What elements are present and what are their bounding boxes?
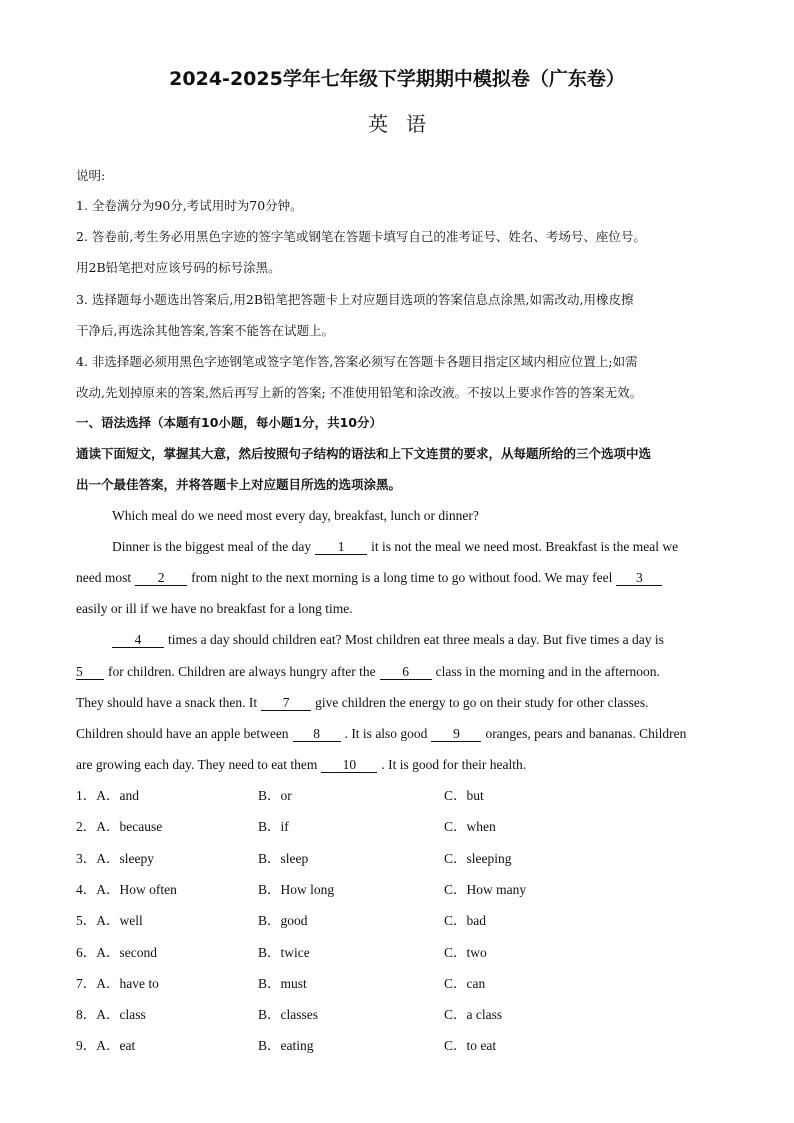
question-4-option-b: B．How long	[258, 881, 335, 897]
question-number: 6．	[76, 944, 97, 960]
subject-heading: 英语	[368, 112, 444, 136]
page-title: 2024-2025学年七年级下学期期中模拟卷（广东卷）	[169, 68, 625, 90]
blank-6: 6	[380, 665, 432, 680]
passage-line-3: need most 2 from night to the next morning is a long time to go without food. We may feel 3	[76, 570, 666, 586]
question-number: 1．	[76, 788, 97, 803]
question-6-option-b: B．twice	[258, 944, 310, 960]
passage-line-8: Children should have an apple between 8 . It is also good 9 oranges, pears and bananas. Children	[76, 726, 687, 741]
question-1-option-b: B．or	[258, 788, 292, 803]
option-a-text: A．eat	[96, 1038, 136, 1054]
question-number: 2．	[76, 819, 97, 835]
option-a-text: A．sleepy	[96, 850, 154, 866]
option-a-text: A．because	[96, 819, 163, 835]
question-5-option-c: C．bad	[444, 913, 486, 929]
option-a-text: A．well	[96, 913, 143, 929]
question-2-option-c: C．when	[444, 819, 496, 835]
blank-8: 8	[293, 727, 341, 742]
question-1-option-a	[76, 788, 139, 804]
question-5-option-b: B．good	[258, 913, 308, 929]
blank-9: 9	[431, 727, 481, 742]
option-a-text: A．second	[96, 944, 157, 960]
passage-line-2: Dinner is the biggest meal of the day 1 it is not the meal we need most. Breakfast is the meal we	[112, 539, 679, 554]
question-number: 7．	[76, 975, 97, 991]
option-a-text: A．have to	[96, 975, 159, 991]
question-7-option-b: B．must	[258, 975, 307, 991]
question-6-option-c: C．two	[444, 944, 487, 960]
question-4-option-c: C．How many	[444, 881, 527, 897]
option-a-text: A．How often	[96, 881, 177, 897]
section-heading: 一、语法选择（本题有10小题，每小题1分，共10分）	[76, 415, 382, 430]
blank-4: 4	[112, 633, 164, 648]
passage-line-7: They should have a snack then. It 7 give children the energy to go on their study for other classes.	[76, 695, 649, 710]
section-instruction-2: 出一个最佳答案，并将答题卡上对应题目所选的选项涂黑。	[76, 477, 402, 492]
note-1: 1. 全卷满分为90分,考试用时为70分钟。	[76, 198, 303, 213]
question-9-option-a	[76, 1038, 135, 1054]
notes-heading: 说明:	[76, 168, 106, 183]
note-4-line-1: 4. 非选择题必须用黑色字迹钢笔或签字笔作答,答案必须写在答题卡各题目指定区域内相应位置上;如需	[76, 354, 638, 369]
passage-line-9: are growing each day. They need to eat them 10 . It is good for their health.	[76, 757, 527, 772]
blank-2: 2	[135, 571, 187, 586]
question-number: 3．	[76, 850, 97, 866]
passage-line-5: 4 times a day should children eat? Most children eat three meals a day. But five times a day is	[112, 632, 664, 648]
question-5-option-a	[76, 913, 143, 929]
question-8-option-c: C．a class	[444, 1007, 503, 1023]
blank-3: 3	[616, 571, 662, 586]
question-number: 9．	[76, 1038, 97, 1054]
question-2-option-b: B．if	[258, 819, 289, 835]
question-8-option-b: B．classes	[258, 1007, 318, 1023]
note-2-line-2: 用2B铅笔把对应该号码的标号涂黑。	[76, 260, 281, 275]
question-9-option-c: C．to eat	[444, 1038, 497, 1054]
option-a-text: A．class	[96, 1007, 146, 1023]
question-number: 8．	[76, 1007, 97, 1023]
blank-5: 5	[76, 665, 104, 680]
blank-10: 10	[321, 758, 377, 773]
question-6-option-a	[76, 945, 157, 961]
question-3-option-c: C．sleeping	[444, 850, 512, 866]
question-7-option-a	[76, 976, 159, 992]
section-instruction-1: 通读下面短文，掌握其大意，然后按照句子结构的语法和上下文连贯的要求，从每题所给的三个选项中选	[76, 446, 652, 461]
passage-line-6: 5 for children. Children are always hungry after the 6 class in the morning and in the afternoon.	[76, 664, 660, 679]
question-3-option-a	[76, 851, 154, 867]
question-3-option-b: B．sleep	[258, 850, 309, 866]
note-3-line-2: 干净后,再选涂其他答案,答案不能答在试题上。	[76, 323, 334, 338]
question-9-option-b: B．eating	[258, 1038, 314, 1054]
note-3-line-1: 3. 选择题每小题选出答案后,用2B铅笔把答题卡上对应题目选项的答案信息点涂黑,如需改动,用橡皮擦	[76, 292, 634, 307]
question-7-option-c: C．can	[444, 975, 486, 991]
note-2-line-1: 2. 答卷前,考生务必用黑色字迹的签字笔或钢笔在答题卡填写自己的准考证号、姓名、考场号、座位号。	[76, 229, 646, 244]
passage-line-1: Which meal do we need most every day, breakfast, lunch or dinner?	[112, 508, 479, 523]
note-4-line-2: 改动,先划掉原来的答案,然后再写上新的答案; 不准使用铅笔和涂改液。不按以上要求作答的答案无效。	[76, 385, 643, 400]
question-number: 4．	[76, 881, 97, 897]
option-a-text: A．and	[96, 788, 139, 803]
question-2-option-a	[76, 819, 162, 835]
question-number: 5．	[76, 913, 97, 929]
question-1-option-c: C．but	[444, 788, 484, 803]
question-4-option-a	[76, 882, 177, 898]
question-8-option-a	[76, 1007, 146, 1023]
blank-7: 7	[261, 696, 311, 711]
passage-line-4: easily or ill if we have no breakfast for a long time.	[76, 601, 353, 616]
blank-1: 1	[315, 540, 367, 555]
